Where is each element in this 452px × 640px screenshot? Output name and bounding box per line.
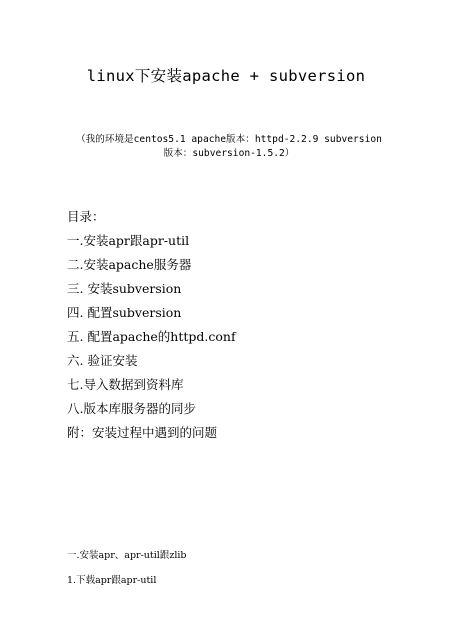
toc-item: 二.安装apache服务器 (67, 257, 192, 272)
toc-item: 五. 配置apache的httpd.conf (67, 329, 236, 344)
toc-item: 四. 配置subversion (67, 305, 182, 320)
document-subtitle: （我的环境是centos5.1 apache版本：httpd-2.2.9 subversion版本：subversion-1.5.2） (76, 134, 382, 159)
toc-item: 附：安装过程中遇到的问题 (67, 425, 218, 440)
section-heading: 一.安装apr、apr-util跟zlib (67, 550, 187, 561)
document-title: linux下安装apache + subversion (86, 67, 366, 85)
table-of-contents (67, 232, 236, 448)
toc-item: 一.安装apr跟apr-util (67, 233, 190, 248)
section-sub-item: 1.下载apr跟apr-util (67, 575, 157, 586)
toc-item: 七.导入数据到资料库 (67, 377, 184, 392)
toc-heading: 目录： (67, 209, 105, 224)
toc-item: 三. 安装subversion (67, 281, 182, 296)
toc-item: 八.版本库服务器的同步 (67, 401, 196, 416)
toc-item: 六. 验证安装 (67, 353, 138, 368)
